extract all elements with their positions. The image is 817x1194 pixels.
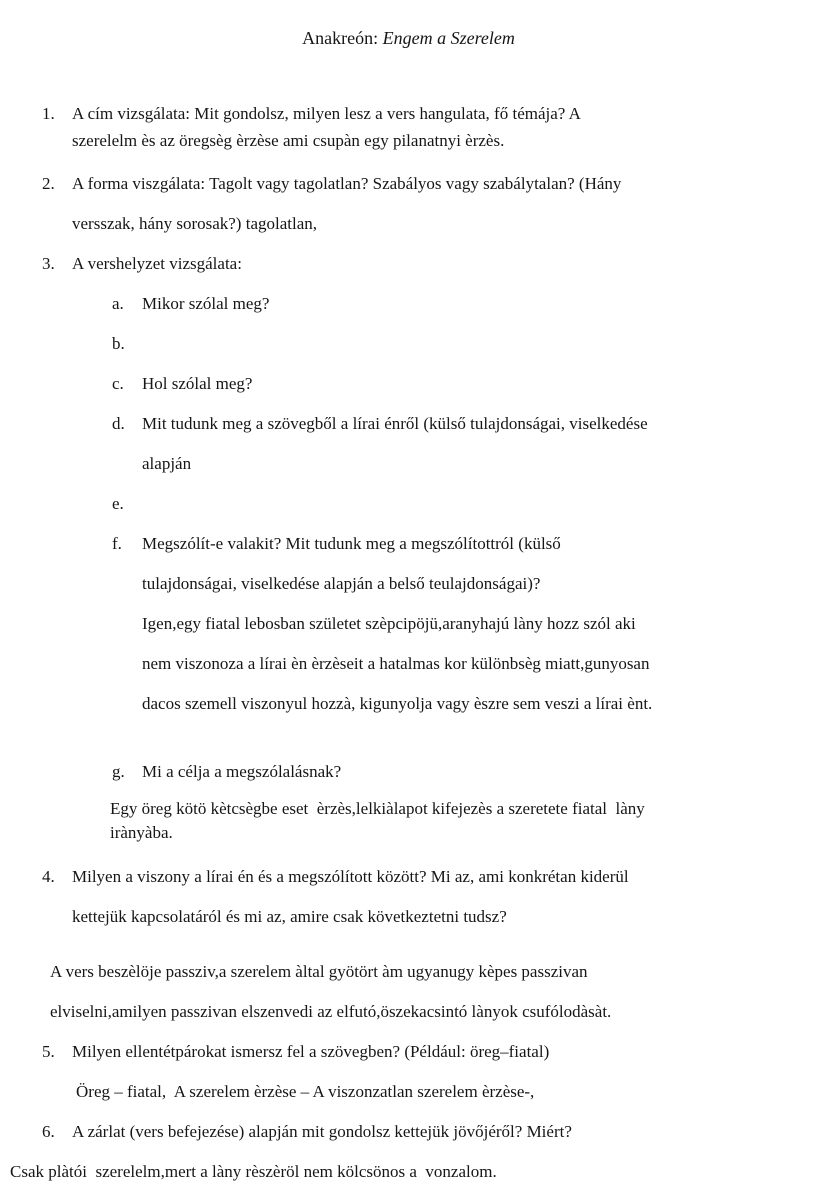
sub-item-c bbox=[0, 364, 817, 404]
list-marker: e. bbox=[112, 494, 124, 513]
text-line: A vers beszèlöje passziv,a szerelem àltal gyötört àm ugyanugy kèpes passzivan bbox=[50, 962, 588, 981]
student-answer-g bbox=[110, 797, 817, 845]
student-answer-5 bbox=[76, 1072, 817, 1112]
title-work: Engem a Szerelem bbox=[382, 28, 515, 48]
text-line: Megszólít-e valakit? Mit tudunk meg a megszólítottról (külső bbox=[142, 534, 561, 553]
text-line: Egy öreg kötö kètcsègbe eset èrzès,lelkiàlapot kifejezès a szeretete fiatal làny bbox=[110, 799, 645, 818]
student-answer-6 bbox=[10, 1152, 817, 1192]
student-answer-4 bbox=[50, 952, 817, 1032]
text-line: Hol szólal meg? bbox=[142, 374, 253, 393]
list-marker: b. bbox=[112, 334, 125, 353]
question-item-5 bbox=[0, 1032, 817, 1072]
text-line: Mikor szólal meg? bbox=[142, 294, 270, 313]
text-line: kettejük kapcsolatáról és mi az, amire csak következtetni tudsz? bbox=[72, 907, 507, 926]
question-item-2 bbox=[0, 164, 817, 244]
text-line: A vershelyzet vizsgálata: bbox=[72, 254, 242, 273]
text-line: versszak, hány sorosak?) tagolatlan, bbox=[72, 214, 317, 233]
text-line: dacos szemell viszonyul hozzà, kigunyolja vagy èszre sem veszi a lírai ènt. bbox=[142, 694, 653, 713]
sub-item-a bbox=[0, 284, 817, 324]
question-item-1 bbox=[0, 100, 817, 154]
text-line: elviselni,amilyen passzivan elszenvedi az elfutó,öszekacsintó lànyok csufólodàsàt. bbox=[50, 1002, 612, 1021]
title-author: Anakreón: bbox=[302, 28, 379, 48]
text-line: szerelelm ès az öregsèg èrzèse ami csupàn egy pilanatnyi èrzès. bbox=[72, 131, 505, 150]
list-marker: 3. bbox=[42, 254, 55, 273]
sub-item-b bbox=[0, 324, 817, 364]
text-line: nem viszonoza a lírai èn èrzèseit a hatalmas kor különbsèg miatt,gunyosan bbox=[142, 654, 650, 673]
text-line: irànyàba. bbox=[110, 823, 173, 842]
list-marker: 4. bbox=[42, 867, 55, 886]
sub-item-d bbox=[0, 404, 817, 484]
text-line: Öreg – fiatal, A szerelem èrzèse – A viszonzatlan szerelem èrzèse-, bbox=[76, 1082, 535, 1101]
text-line: A cím vizsgálata: Mit gondolsz, milyen lesz a vers hangulata, fő témája? A bbox=[72, 104, 581, 123]
question-item-4 bbox=[0, 857, 817, 937]
sub-item-g bbox=[0, 752, 817, 792]
list-marker: d. bbox=[112, 414, 125, 433]
list-marker: 6. bbox=[42, 1122, 55, 1141]
sub-item-e bbox=[0, 484, 817, 524]
text-line: Mit tudunk meg a szövegből a lírai énről (külső tulajdonságai, viselkedése bbox=[142, 414, 648, 433]
list-marker: f. bbox=[112, 534, 122, 553]
text-line: A zárlat (vers befejezése) alapján mit gondolsz kettejük jövőjéről? Miért? bbox=[72, 1122, 572, 1141]
text-line: tulajdonságai, viselkedése alapján a belső teulajdonságai)? bbox=[142, 574, 541, 593]
list-marker: 2. bbox=[42, 174, 55, 193]
list-marker: c. bbox=[112, 374, 124, 393]
text-line: Milyen a viszony a lírai én és a megszólított között? Mi az, ami konkrétan kiderül bbox=[72, 867, 629, 886]
question-item-6 bbox=[0, 1112, 817, 1152]
student-answer-f bbox=[142, 604, 817, 724]
question-item-3 bbox=[0, 244, 817, 284]
document-title bbox=[0, 26, 817, 50]
text-line: Csak plàtói szerelelm,mert a làny rèszèröl nem kölcsönos a vonzalom. bbox=[10, 1162, 497, 1181]
text-line: Mi a célja a megszólalásnak? bbox=[142, 762, 342, 781]
list-marker: a. bbox=[112, 294, 124, 313]
text-line: Milyen ellentétpárokat ismersz fel a szövegben? (Például: öreg–fiatal) bbox=[72, 1042, 550, 1061]
list-marker: 5. bbox=[42, 1042, 55, 1061]
text-line: A forma viszgálata: Tagolt vagy tagolatlan? Szabályos vagy szabálytalan? (Hány bbox=[72, 174, 622, 193]
list-marker: g. bbox=[112, 762, 125, 781]
text-line: alapján bbox=[142, 454, 192, 473]
sub-item-f bbox=[0, 524, 817, 604]
list-marker: 1. bbox=[42, 104, 55, 123]
text-line: Igen,egy fiatal lebosban születet szèpcipöjü,aranyhajú làny hozz szól aki bbox=[142, 614, 636, 633]
